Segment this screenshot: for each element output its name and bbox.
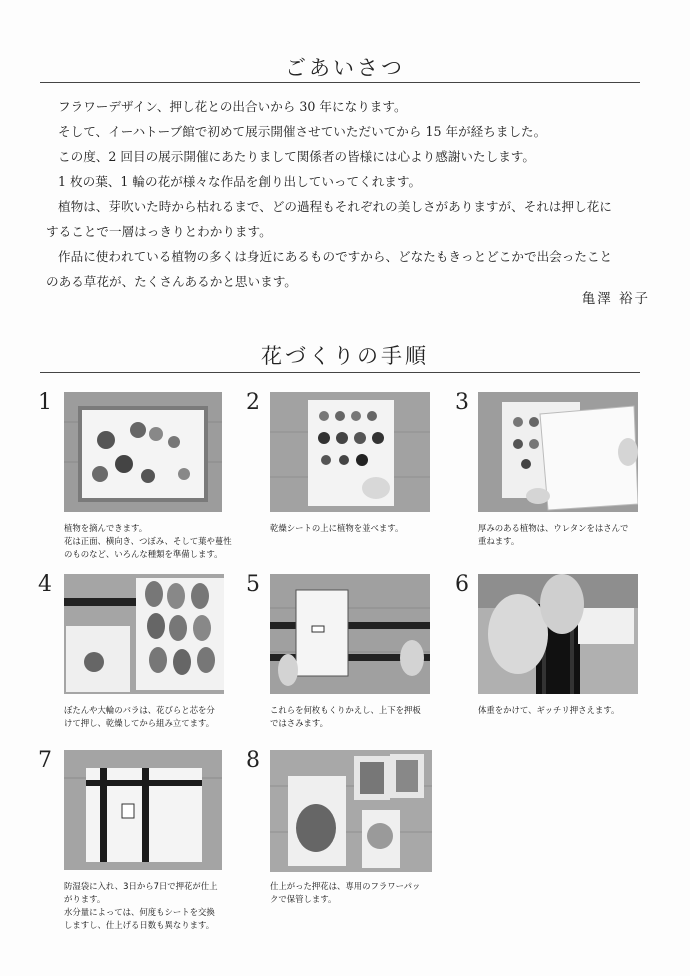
caption-line: ではさみます。: [270, 718, 328, 728]
step-7-caption: [64, 880, 218, 932]
step-number: 6: [455, 572, 469, 597]
caption-line: しますし、仕上げる日数も異なります。: [64, 920, 215, 930]
step-6-photo: [478, 574, 638, 694]
step-8-photo: [270, 750, 432, 872]
step-5-photo: [270, 574, 430, 694]
step-5-caption: [270, 704, 421, 730]
step-7-photo: [64, 750, 222, 870]
greeting-paragraph: 植物は、芽吹いた時から枯れるまで、どの過程もそれぞれの美しさがありますが、それは押し花に: [58, 199, 612, 214]
caption-line: 花は正面、横向き、つぼみ、そして葉や蔓性: [64, 536, 232, 546]
step-8-caption: [270, 880, 420, 906]
step-3-photo: [478, 392, 638, 512]
caption-line: クで保管します。: [270, 894, 337, 904]
caption-line: のものなど、いろんな種類を準備します。: [64, 549, 223, 559]
caption-line: けて押し、乾燥してから組み立てます。: [64, 718, 215, 728]
caption-line: 植物を摘んできます。: [64, 523, 148, 533]
step-3-caption: [478, 522, 628, 548]
step-number: 5: [246, 572, 260, 597]
caption-line: 重ねます。: [478, 536, 520, 546]
greeting-paragraph: フラワーデザイン、押し花との出合いから 30 年になります。: [58, 99, 407, 114]
greeting-body: [46, 94, 650, 294]
caption-line: 厚みのある植物は、ウレタンをはさんで: [478, 523, 629, 533]
greeting-paragraph: することで一層はっきりとわかります。: [46, 224, 272, 239]
greeting-paragraph: 1 枚の葉、1 輪の花が様々な作品を創り出していってくれます。: [58, 174, 422, 189]
step-4-photo: [64, 574, 224, 694]
caption-line: ぼたんや大輪のバラは、花びらと芯を分: [64, 705, 215, 715]
step-number: 4: [38, 572, 52, 597]
step-number: 3: [455, 390, 469, 415]
caption-line: 水分量によっては、何度もシートを交換: [64, 907, 215, 917]
step-2-photo: [270, 392, 430, 512]
greeting-divider: [40, 82, 640, 83]
step-number: 8: [246, 748, 260, 773]
step-1-caption: [64, 522, 232, 561]
greeting-title: ごあいさつ: [285, 56, 405, 80]
process-divider: [40, 372, 640, 373]
process-title: 花づくりの手順: [261, 344, 429, 368]
caption-line: 体重をかけて、ギッチリ押さえます。: [478, 705, 620, 715]
step-number: 2: [246, 390, 260, 415]
greeting-paragraph: この度、2 回目の展示開催にあたりまして関係者の皆様には心より感謝いたします。: [58, 149, 535, 164]
author-name: 亀澤 裕子: [581, 291, 650, 307]
step-1-photo: [64, 392, 222, 512]
step-2-caption: [270, 522, 403, 535]
caption-line: 防湿袋に入れ、3日から7日で押花が仕上: [64, 881, 218, 891]
caption-line: 乾燥シートの上に植物を並べます。: [270, 523, 404, 533]
greeting-paragraph: そして、イーハトーブ館で初めて展示開催させていただいてから 15 年が経ちました。: [58, 124, 547, 139]
caption-line: これらを何枚もくりかえし、上下を押板: [270, 705, 421, 715]
caption-line: 仕上がった押花は、専用のフラワーパッ: [270, 881, 421, 891]
step-number: 1: [38, 390, 52, 415]
greeting-paragraph: のある草花が、たくさんあるかと思います。: [46, 274, 297, 289]
greeting-paragraph: 作品に使われている植物の多くは身近にあるものですから、どなたもきっとどこかで出会ったこと: [58, 249, 613, 264]
step-4-caption: [64, 704, 215, 730]
caption-line: がります。: [64, 894, 106, 904]
step-6-caption: [478, 704, 619, 717]
step-number: 7: [38, 748, 52, 773]
